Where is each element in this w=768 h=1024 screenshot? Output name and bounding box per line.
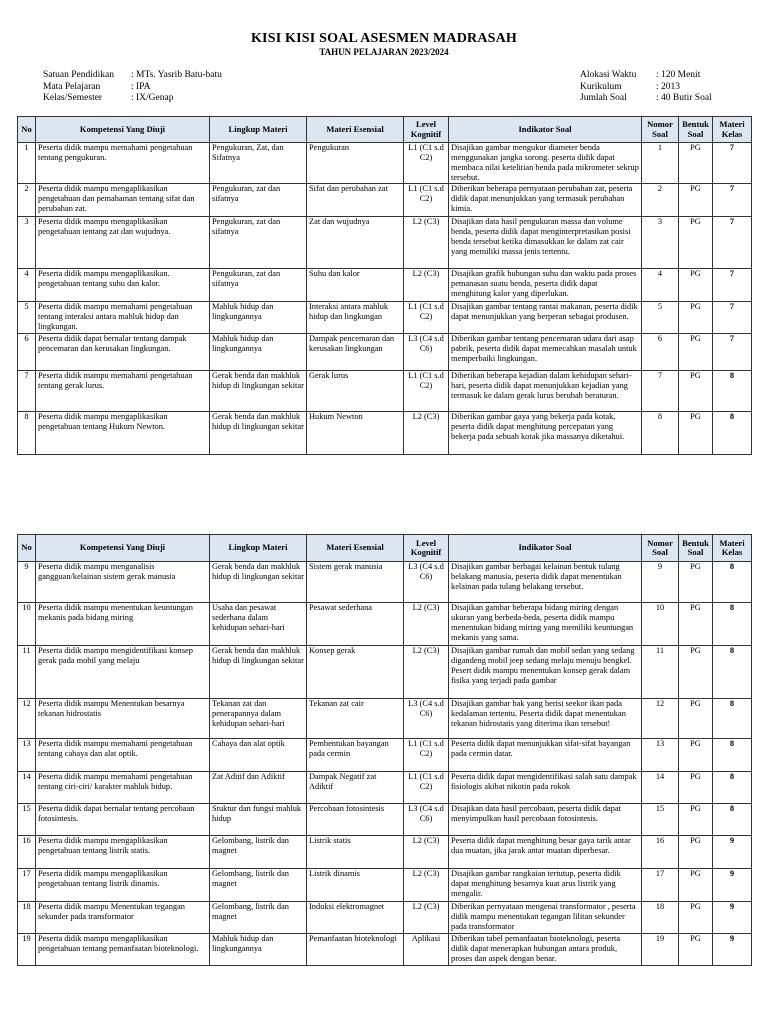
table-row bbox=[18, 699, 752, 739]
col-header-materi: Materi Esensial bbox=[307, 535, 404, 562]
cell-no: 19 bbox=[18, 934, 36, 966]
cell-materi: Pengukuran bbox=[307, 143, 404, 184]
table-header-row bbox=[18, 535, 752, 562]
cell-bentuk: PG bbox=[679, 143, 713, 184]
cell-indikator: Diberikan beberapa pernyataan perubahan zat, peserta didik dapat menunjukkan yang termasuk perubahan kimia. bbox=[449, 184, 642, 217]
table-row bbox=[18, 772, 752, 804]
school-info bbox=[43, 70, 222, 105]
info-value: : 120 Menit bbox=[656, 70, 701, 80]
cell-nomor: 1 bbox=[642, 143, 679, 184]
cell-kompetensi: Peserta didik mampu mengaplikasikan. pengetahuan tentang suhu dan kalor. bbox=[36, 269, 210, 302]
col-header-bentuk: Bentuk Soal bbox=[679, 535, 713, 562]
cell-nomor: 13 bbox=[642, 739, 679, 772]
cell-bentuk: PG bbox=[679, 772, 713, 804]
cell-materi: Konsep gerak bbox=[307, 646, 404, 699]
cell-nomor: 10 bbox=[642, 603, 679, 646]
cell-kompetensi: Peserta didik mampu mengaplikasikan pengetahuan tentang listrik statis. bbox=[36, 836, 210, 869]
table-row bbox=[18, 412, 752, 455]
cell-kelas: 7 bbox=[713, 143, 752, 184]
col-header-no: No bbox=[18, 535, 36, 562]
cell-materi: Pemanfaatan bioteknologi bbox=[307, 934, 404, 966]
cell-no: 18 bbox=[18, 902, 36, 934]
cell-materi: Hukum Newton bbox=[307, 412, 404, 455]
cell-lingkup: Stuktur dan fungsi mahluk hidup bbox=[210, 804, 307, 836]
cell-kelas: 9 bbox=[713, 934, 752, 966]
cell-lingkup: Pengukuran, zat dan sifatnya bbox=[210, 184, 307, 217]
cell-bentuk: PG bbox=[679, 334, 713, 371]
cell-nomor: 15 bbox=[642, 804, 679, 836]
info-label: Satuan Pendidikan bbox=[43, 70, 114, 80]
cell-level: L2 (C3) bbox=[404, 412, 449, 455]
cell-materi: Dampak Negatif zat Adiktif bbox=[307, 772, 404, 804]
info-row-satuan bbox=[43, 70, 222, 82]
cell-indikator: Diberikan beberapa kejadian dalam kehidupan sehari-hari, peserta didik dapat menunjukkan kejadian yang termasuk ke dalam gerak lurus berubah beraturan. bbox=[449, 371, 642, 412]
cell-no: 7 bbox=[18, 371, 36, 412]
cell-kompetensi: Peserta didik mampu mengaplikasikan pengetahuan tentang zat dan wujudnya. bbox=[36, 217, 210, 269]
cell-no: 1 bbox=[18, 143, 36, 184]
cell-lingkup: Zat Aditif dan Adiktif bbox=[210, 772, 307, 804]
cell-no: 15 bbox=[18, 804, 36, 836]
cell-kelas: 7 bbox=[713, 217, 752, 269]
info-value: : MTs. Yasrib Batu-batu bbox=[131, 70, 222, 80]
cell-lingkup: Gerak benda dan makhluk hidup di lingkungan sekitar bbox=[210, 371, 307, 412]
cell-kelas: 7 bbox=[713, 302, 752, 334]
cell-materi: Percobaan fotosintesis bbox=[307, 804, 404, 836]
info-row-kurikulum bbox=[580, 82, 712, 94]
cell-indikator: Disajikan gambar mengukur diameter benda menggunakan jangka sorong. peserta didik dapat membaca nilai ketelitian benda pada mikrometer sekrup tersebut. bbox=[449, 143, 642, 184]
cell-bentuk: PG bbox=[679, 699, 713, 739]
cell-nomor: 5 bbox=[642, 302, 679, 334]
cell-level: L2 (C3) bbox=[404, 902, 449, 934]
cell-lingkup: Mahluk hidup dan lingkungannya bbox=[210, 934, 307, 966]
col-header-no: No bbox=[18, 117, 36, 143]
cell-level: L3 (C4 s.d C6) bbox=[404, 804, 449, 836]
info-value: : 2013 bbox=[656, 81, 681, 92]
cell-kelas: 8 bbox=[713, 646, 752, 699]
cell-nomor: 18 bbox=[642, 902, 679, 934]
document-title: KISI KISI SOAL ASESMEN MADRASAH bbox=[250, 31, 518, 46]
kisi-table-page1 bbox=[17, 116, 752, 455]
cell-bentuk: PG bbox=[679, 412, 713, 455]
cell-no: 14 bbox=[18, 772, 36, 804]
cell-level: L2 (C3) bbox=[404, 603, 449, 646]
cell-level: L1 (C1 s.d C2) bbox=[404, 739, 449, 772]
col-header-lingkup: Lingkup Materi bbox=[210, 535, 307, 562]
cell-kompetensi: Peserta didik mampu Menentukan besarnya tekanan hidrostatis bbox=[36, 699, 210, 739]
col-header-kelas: Materi Kelas bbox=[713, 535, 752, 562]
cell-kelas: 7 bbox=[713, 269, 752, 302]
cell-kompetensi: Peserta didik dapat bernalar tentang percobaan fotosintesis. bbox=[36, 804, 210, 836]
table-row bbox=[18, 646, 752, 699]
table-row bbox=[18, 184, 752, 217]
cell-no: 11 bbox=[18, 646, 36, 699]
cell-level: Aplikasi bbox=[404, 934, 449, 966]
cell-indikator: Disajikan data hasil pengukuran massa dan volume benda, peserta didik dapat menginterpretasikan posisi benda tersebut ketika dimasukkan ke dalam zat cair yang memiliki massa jenis tertentu. bbox=[449, 217, 642, 269]
cell-no: 2 bbox=[18, 184, 36, 217]
cell-indikator: Disajikan gambar rumah dan mobil sedan yang sedang digandeng mobil jeep sedang melaju menuju bengkel. Pesert didik mampu menentukan konsep gerak dalam fisika yang terjadi pada gambar bbox=[449, 646, 642, 699]
cell-kompetensi: Peserta didik mampu memahami pengetahuan tentang ciri-ciri/ karakter mahluk hidup. bbox=[36, 772, 210, 804]
col-header-kompetensi: Kompetensi Yang Diuji bbox=[36, 117, 210, 143]
cell-kelas: 7 bbox=[713, 334, 752, 371]
cell-nomor: 14 bbox=[642, 772, 679, 804]
info-label: Kurikulum bbox=[580, 81, 622, 92]
cell-materi: Pembentukan bayangan pada cermin bbox=[307, 739, 404, 772]
info-value: : IX/Genap bbox=[131, 93, 174, 103]
cell-indikator: Disajikan gambar bak yang berisi seekor ikan pada kedalaman tertentu. Peserta didik dapat menentukan tekanan hidrostatis yang diterima ikan tersebut! bbox=[449, 699, 642, 739]
table-row bbox=[18, 143, 752, 184]
cell-bentuk: PG bbox=[679, 902, 713, 934]
cell-bentuk: PG bbox=[679, 603, 713, 646]
cell-kompetensi: Peserta didik mampu mengidentifikasi konsep gerak pada mobil yang melaju bbox=[36, 646, 210, 699]
cell-kompetensi: Peserta didik mampu memahami pengetahuan tentang cahaya dan alat optik. bbox=[36, 739, 210, 772]
cell-level: L1 (C1 s.d C2) bbox=[404, 772, 449, 804]
cell-level: L2 (C3) bbox=[404, 217, 449, 269]
cell-nomor: 8 bbox=[642, 412, 679, 455]
cell-indikator: Peserta didik dapat mengidentifikasi salah satu dampak fisiologis akibat nikotin pada rokok bbox=[449, 772, 642, 804]
kisi-table-page2 bbox=[17, 534, 752, 966]
cell-level: L3 (C4 s.d C6) bbox=[404, 334, 449, 371]
cell-kelas: 9 bbox=[713, 836, 752, 869]
info-row-mapel bbox=[43, 82, 222, 94]
cell-indikator: Diberikan gambar tentang pencemaran udara dari asap pabrik, peserta didik dapat memecahkan masalah untuk memperbaiki lingkungan. bbox=[449, 334, 642, 371]
cell-kelas: 8 bbox=[713, 804, 752, 836]
col-header-indikator: Indikator Soal bbox=[449, 117, 642, 143]
table-row bbox=[18, 869, 752, 902]
table-row bbox=[18, 562, 752, 603]
table-row bbox=[18, 836, 752, 869]
col-header-nomor: Nomor Soal bbox=[642, 117, 679, 143]
cell-indikator: Peserta didik dapat menghitung besar gaya tarik antar dua muatan, jika jarak antar muatan diperbesar. bbox=[449, 836, 642, 869]
cell-level: L1 (C1 s.d C2) bbox=[404, 371, 449, 412]
cell-bentuk: PG bbox=[679, 217, 713, 269]
cell-level: L2 (C3) bbox=[404, 869, 449, 902]
cell-no: 9 bbox=[18, 562, 36, 603]
cell-no: 17 bbox=[18, 869, 36, 902]
cell-materi: Suhu dan kalor bbox=[307, 269, 404, 302]
cell-kelas: 8 bbox=[713, 772, 752, 804]
col-header-materi: Materi Esensial bbox=[307, 117, 404, 143]
table-row bbox=[18, 804, 752, 836]
table-row bbox=[18, 217, 752, 269]
cell-kelas: 8 bbox=[713, 603, 752, 646]
cell-nomor: 19 bbox=[642, 934, 679, 966]
cell-bentuk: PG bbox=[679, 836, 713, 869]
cell-no: 3 bbox=[18, 217, 36, 269]
cell-level: L1 (C1 s.d C2) bbox=[404, 302, 449, 334]
cell-no: 4 bbox=[18, 269, 36, 302]
cell-bentuk: PG bbox=[679, 371, 713, 412]
col-header-indikator: Indikator Soal bbox=[449, 535, 642, 562]
cell-materi: Pesawat sederhana bbox=[307, 603, 404, 646]
cell-lingkup: Mahluk hidup dan lingkungannya bbox=[210, 302, 307, 334]
cell-bentuk: PG bbox=[679, 739, 713, 772]
col-header-level: Level Kognitif bbox=[404, 535, 449, 562]
cell-materi: Gerak lurus bbox=[307, 371, 404, 412]
cell-lingkup: Usaha dan pesawat sederhana dalam kehidupan sehari-hari bbox=[210, 603, 307, 646]
cell-indikator: Disajikan gambar berbagai kelainan bentuk tulang belakang manusia, peserta didik dapat menentukan kelainan pada tulang belakang tersebut. bbox=[449, 562, 642, 603]
cell-bentuk: PG bbox=[679, 804, 713, 836]
table-row bbox=[18, 902, 752, 934]
cell-lingkup: Pengukuran, Zat, dan Sifatnya bbox=[210, 143, 307, 184]
info-row-alokasi bbox=[580, 70, 712, 82]
table-header-row bbox=[18, 117, 752, 143]
col-header-nomor: Nomor Soal bbox=[642, 535, 679, 562]
info-label: Alokasi Waktu bbox=[580, 70, 637, 80]
cell-nomor: 4 bbox=[642, 269, 679, 302]
cell-kelas: 8 bbox=[713, 562, 752, 603]
cell-nomor: 17 bbox=[642, 869, 679, 902]
cell-level: L2 (C3) bbox=[404, 269, 449, 302]
table-row bbox=[18, 739, 752, 772]
cell-no: 16 bbox=[18, 836, 36, 869]
cell-kompetensi: Peserta didik mampu memahami pengetahuan tentang interaksi antara mahluk hidup dan lingkungan. bbox=[36, 302, 210, 334]
document-subtitle: TAHUN PELAJARAN 2023/2024 bbox=[319, 47, 449, 57]
cell-bentuk: PG bbox=[679, 302, 713, 334]
cell-kompetensi: Peserta didik mampu Menentukan tegangan sekunder pada transformator bbox=[36, 902, 210, 934]
cell-level: L2 (C3) bbox=[404, 836, 449, 869]
cell-level: L3 (C4 s.d C6) bbox=[404, 699, 449, 739]
info-label: Mata Pelajaran bbox=[43, 81, 101, 92]
cell-lingkup: Cahaya dan alat optik bbox=[210, 739, 307, 772]
cell-kompetensi: Peserta didik mampu memahami pengetahuan tentang pengukuran. bbox=[36, 143, 210, 184]
cell-kelas: 8 bbox=[713, 699, 752, 739]
cell-lingkup: Gelombang, listrik dan magnet bbox=[210, 836, 307, 869]
cell-indikator: Disajikan grafik hubungan suhu dan waktu pada proses pemanasan suatu benda, peserta didik dapat menghitung kalor yang diperlukan. bbox=[449, 269, 642, 302]
cell-lingkup: Pengukuran, zat dan sifatnya bbox=[210, 269, 307, 302]
col-header-bentuk: Bentuk Soal bbox=[679, 117, 713, 143]
cell-indikator: Disajikan data hasil percobaan, peserta didik dapat menyimpulkan hasil percobaan fotosintesis. bbox=[449, 804, 642, 836]
cell-bentuk: PG bbox=[679, 934, 713, 966]
cell-indikator: Diberikan tabel pemanfaatan bioteknologi, peserta didik dapat menerapkan hubungan antara produk, proses dan aspek dengan benar. bbox=[449, 934, 642, 966]
exam-info bbox=[580, 70, 712, 105]
cell-no: 10 bbox=[18, 603, 36, 646]
cell-no: 8 bbox=[18, 412, 36, 455]
cell-nomor: 3 bbox=[642, 217, 679, 269]
cell-kelas: 9 bbox=[713, 902, 752, 934]
cell-indikator: Disajikan gambar tentang rantai makanan, peserta didik dapat menunjukkan yang berperan sebagai produsen. bbox=[449, 302, 642, 334]
cell-kelas: 9 bbox=[713, 869, 752, 902]
cell-indikator: Disajikan gambar rangkaian tertutup, peserta didik dapat menghitung besarnya kuat arus listrik yang mengalir. bbox=[449, 869, 642, 902]
cell-materi: Zat dan wujudnya bbox=[307, 217, 404, 269]
cell-materi: Dampak pencemaran dan kerusakan lingkungan bbox=[307, 334, 404, 371]
info-row-jumlah bbox=[580, 93, 712, 105]
cell-materi: Induksi elektromagnet bbox=[307, 902, 404, 934]
cell-materi: Sifat dan perubahan zat bbox=[307, 184, 404, 217]
col-header-lingkup: Lingkup Materi bbox=[210, 117, 307, 143]
cell-materi: Sistem gerak manusia bbox=[307, 562, 404, 603]
cell-nomor: 6 bbox=[642, 334, 679, 371]
cell-kompetensi: Peserta didik mampu mengaplikasikan pengetahuan tentang Hukum Newton. bbox=[36, 412, 210, 455]
cell-kelas: 8 bbox=[713, 412, 752, 455]
cell-no: 6 bbox=[18, 334, 36, 371]
cell-kompetensi: Peserta didik dapat bernalar tentang dampak pencemaran dan kerusakan lingkungan. bbox=[36, 334, 210, 371]
cell-kompetensi: Peserta didik mampu menganalisis gangguan/kelainan sistem gerak manusia bbox=[36, 562, 210, 603]
cell-kompetensi: Peserta didik mampu mengaplikasikan pengetahuan tentang pemanfaatan bioteknologi. bbox=[36, 934, 210, 966]
cell-level: L1 (C1 s.d C2) bbox=[404, 184, 449, 217]
cell-kelas: 8 bbox=[713, 371, 752, 412]
cell-lingkup: Mahluk hidup dan lingkungannya bbox=[210, 334, 307, 371]
cell-lingkup: Gelombang, listrik dan magnet bbox=[210, 902, 307, 934]
cell-nomor: 7 bbox=[642, 371, 679, 412]
cell-no: 12 bbox=[18, 699, 36, 739]
cell-nomor: 9 bbox=[642, 562, 679, 603]
cell-kelas: 7 bbox=[713, 184, 752, 217]
table-row bbox=[18, 603, 752, 646]
cell-materi: Listrik statis bbox=[307, 836, 404, 869]
cell-indikator: Peserta didik dapat menunjukkan sifat-sifat bayangan pada cermin datar. bbox=[449, 739, 642, 772]
cell-lingkup: Gerak benda dan makhluk hidup di lingkungan sekitar bbox=[210, 646, 307, 699]
table-row bbox=[18, 269, 752, 302]
table-row bbox=[18, 371, 752, 412]
table-row bbox=[18, 334, 752, 371]
cell-lingkup: Gerak benda dan makhluk hidup di lingkungan sekitar bbox=[210, 412, 307, 455]
cell-level: L2 (C3) bbox=[404, 646, 449, 699]
cell-no: 5 bbox=[18, 302, 36, 334]
cell-indikator: Diberikan gambar gaya yang bekerja pada kotak, peserta didik dapat menghitung percepatan yang bekerja pada sebuah kotak jika massanya diketahui. bbox=[449, 412, 642, 455]
cell-level: L1 (C1 s.d C2) bbox=[404, 143, 449, 184]
cell-lingkup: Gerak benda dan makhluk hidup di lingkungan sekitar bbox=[210, 562, 307, 603]
cell-kompetensi: Peserta didik mampu menentukan keuntungan mekanis pada bidang miring bbox=[36, 603, 210, 646]
cell-kompetensi: Peserta didik mampu memahami pengetahuan tentang gerak lurus. bbox=[36, 371, 210, 412]
table-row bbox=[18, 302, 752, 334]
cell-indikator: Disajikan gambar beberapa bidang miring dengan ukuran yang berbeda-beda, peserta didik mampu menentukan bidang miring yang memiliki keuntungan mekanis yang sama. bbox=[449, 603, 642, 646]
cell-nomor: 12 bbox=[642, 699, 679, 739]
cell-materi: Tekanan zat cair bbox=[307, 699, 404, 739]
table-row bbox=[18, 934, 752, 966]
cell-nomor: 16 bbox=[642, 836, 679, 869]
cell-kelas: 8 bbox=[713, 739, 752, 772]
cell-materi: Listrik dinamis bbox=[307, 869, 404, 902]
cell-lingkup: Pengukuran, zat dan sifatnya bbox=[210, 217, 307, 269]
info-label: Kelas/Semester bbox=[43, 93, 103, 103]
cell-bentuk: PG bbox=[679, 869, 713, 902]
col-header-kelas: Materi Kelas bbox=[713, 117, 752, 143]
info-value: : 40 Butir Soal bbox=[656, 93, 712, 103]
cell-bentuk: PG bbox=[679, 646, 713, 699]
cell-level: L3 (C4 s.d C6) bbox=[404, 562, 449, 603]
cell-lingkup: Gelombang, listrik dan magnet bbox=[210, 869, 307, 902]
cell-bentuk: PG bbox=[679, 184, 713, 217]
info-label: Jumlah Soal bbox=[580, 93, 627, 103]
col-header-kompetensi: Kompetensi Yang Diuji bbox=[36, 535, 210, 562]
cell-materi: Interaksi antara mahluk hidup dan lingkungan bbox=[307, 302, 404, 334]
cell-bentuk: PG bbox=[679, 562, 713, 603]
cell-lingkup: Tekanan zat dan penerapannya dalam kehidupan sehari-hari bbox=[210, 699, 307, 739]
info-row-kelas bbox=[43, 93, 222, 105]
cell-nomor: 11 bbox=[642, 646, 679, 699]
cell-indikator: Diberikan pernyataan mengenai transformator , peserta didik mampu menentukan tegangan lilitan sekunder pada transformator bbox=[449, 902, 642, 934]
cell-no: 13 bbox=[18, 739, 36, 772]
cell-bentuk: PG bbox=[679, 269, 713, 302]
col-header-level: Level Kognitif bbox=[404, 117, 449, 143]
info-value: : IPA bbox=[131, 81, 151, 92]
cell-kompetensi: Peserta didik mampu mengaplikasikan pengetahuan dan pemahaman tentang sifat dan perubahan zat. bbox=[36, 184, 210, 217]
cell-kompetensi: Peserta didik mampu mengaplikasikan pengetahuan tentang listrik dinamis. bbox=[36, 869, 210, 902]
cell-nomor: 2 bbox=[642, 184, 679, 217]
